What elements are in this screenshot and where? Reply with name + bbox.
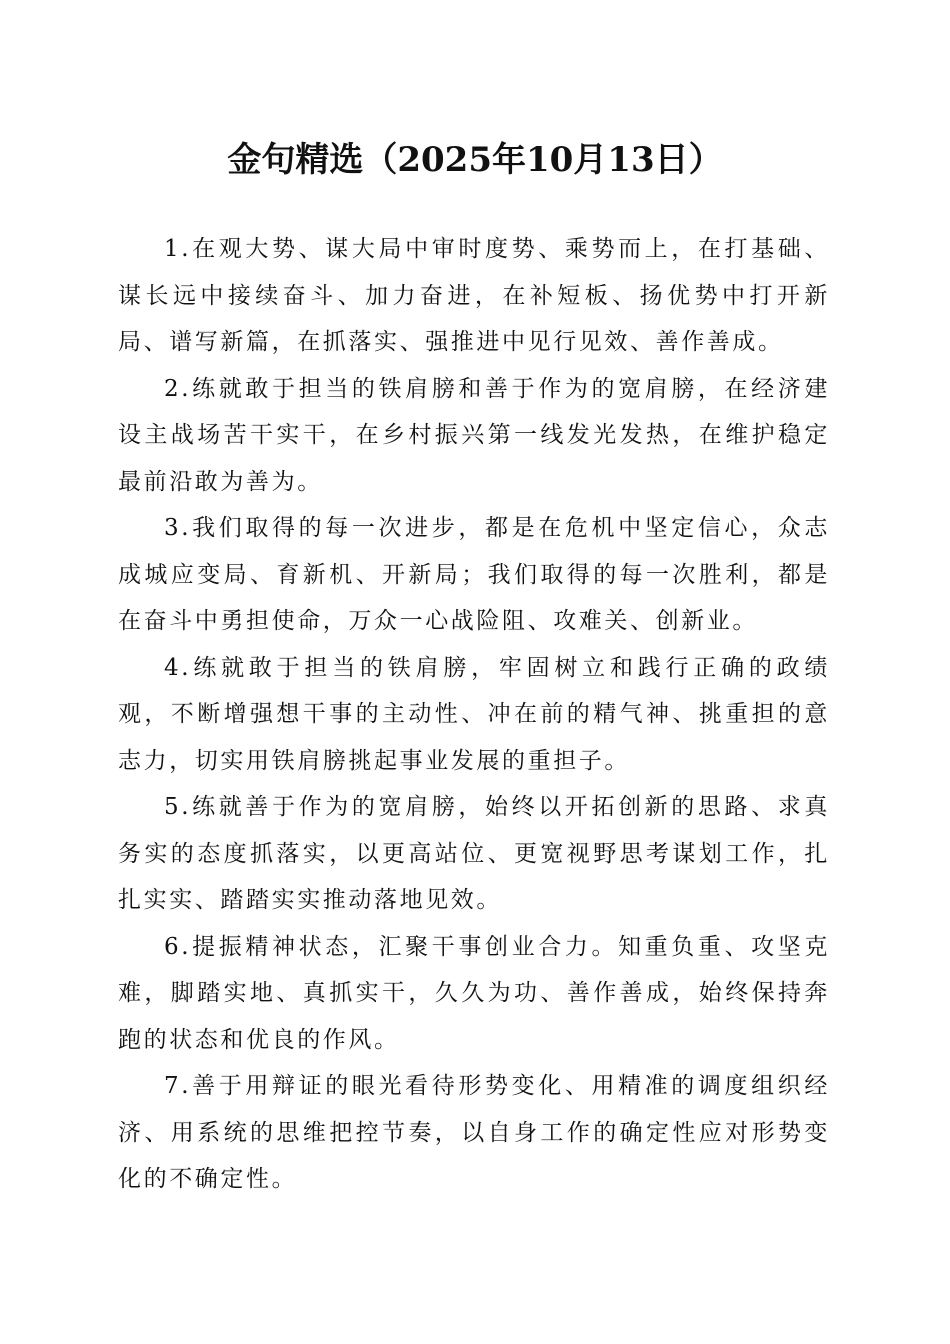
document-body <box>118 226 830 1203</box>
quote-paragraph-4: 4.练就敢于担当的铁肩膀，牢固树立和践行正确的政绩观，不断增强想干事的主动性、冲在前的精气神、挑重担的意志力，切实用铁肩膀挑起事业发展的重担子。 <box>118 654 830 774</box>
document-title: 金句精选（2025年10月13日） <box>227 140 723 180</box>
quote-paragraph-2: 2.练就敢于担当的铁肩膀和善于作为的宽肩膀，在经济建设主战场苦干实干，在乡村振兴第一线发光发热，在维护稳定最前沿敢为善为。 <box>118 375 830 495</box>
quote-paragraph-5: 5.练就善于作为的宽肩膀，始终以开拓创新的思路、求真务实的态度抓落实，以更高站位、更宽视野思考谋划工作，扎扎实实、踏踏实实推动落地见效。 <box>118 794 830 913</box>
quote-paragraph-1: 1.在观大势、谋大局中审时度势、乘势而上，在打基础、谋长远中接续奋斗、加力奋进，在补短板、扬优势中打开新局、谱写新篇，在抓落实、强推进中见行见效、善作善成。 <box>118 236 830 355</box>
quote-paragraph-3: 3.我们取得的每一次进步，都是在危机中坚定信心，众志成城应变局、育新机、开新局；我们取得的每一次胜利，都是在奋斗中勇担使命，万众一心战险阻、攻难关、创新业。 <box>118 515 830 634</box>
quote-paragraph-6: 6.提振精神状态，汇聚干事创业合力。知重负重、攻坚克难，脚踏实地、真抓实干，久久为功、善作善成，始终保持奔跑的状态和优良的作风。 <box>118 933 830 1053</box>
quote-paragraph-7: 7.善于用辩证的眼光看待形势变化、用精准的调度组织经济、用系统的思维把控节奏，以自身工作的确定性应对形势变化的不确定性。 <box>118 1073 830 1192</box>
